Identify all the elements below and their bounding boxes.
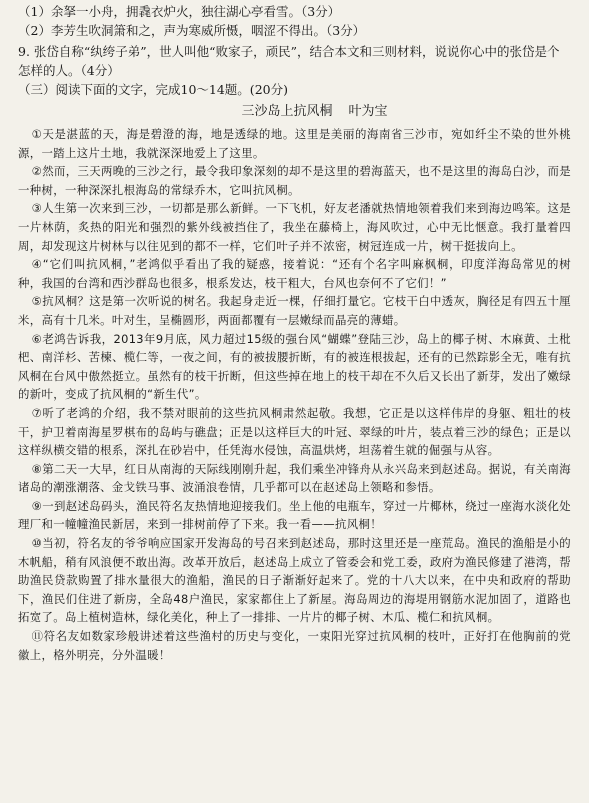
paragraph-8: ⑧第二天一大早，红日从南海的天际线刚刚升起，我们乘坐冲锋舟从永兴岛来到赵述岛。据说，有关南海诸岛的潮涨潮落、金戈铁马事、波涌浪卷情，几乎都可以在赵述岛上领略和参悟。 [18,461,571,495]
article-title: 三沙岛上抗风桐 [241,104,333,119]
paragraph-2: ②然而，三天两晚的三沙之行，最令我印象深刻的却不是这里的碧海蓝天，也不是这里的海岛白沙，而是一种树，一种深深扎根海岛的常绿乔木，它叫抗风桐。 [18,164,571,197]
paragraph-11: ⑪符名友如数家珍般讲述着这些渔村的历史与变化，一束阳光穿过抗风桐的枝叶，正好打在他胸前的党徽上，格外明亮，分外温暖！ [18,629,571,662]
section-3-heading: （三）阅读下面的文字，完成10～14题。(20分) [18,82,288,97]
question-1-translation: （1）余拏一小舟，拥毳衣炉火，独往湖心亭看雪。（3分） [18,4,341,19]
paragraph-4: ④“它们叫抗风桐，”老鸿似乎看出了我的疑惑，接着说：“还有个名字叫麻枫桐，印度洋海岛常见的树种，我国的台湾和西沙群岛也很多，根系发达，枝干粗大，台风也奈何不了它们！” [18,257,571,290]
paragraph-9: ⑨一到赵述岛码头，渔民符名友热情地迎接我们。坐上他的电瓶车，穿过一片椰林，绕过一座海水淡化处理厂和一幢幢渔民新居，来到一排树前停了下来。我一看——抗风桐！ [18,498,571,532]
paragraph-6: ⑥老鸿告诉我，2013年9月底，风力超过15级的强台风“蝴蝶”登陆三沙，岛上的椰子树、木麻黄、土枇杷、南洋杉、苦楝、榄仁等，一夜之间，有的被拔腰折断，有的被连根拔起，还有的已然踪影全无，唯有抗风桐在台风中傲然挺立。虽然有的枝干折断，但这些掉在地上的枝干却在不久后又长出了新芽，发出了嫩绿的新叶，变成了抗风桐的“新生代”。 [18,331,571,402]
article-title-row [58,102,571,122]
paragraph-3: ③人生第一次来到三沙，一切都是那么新鲜。一下飞机，好友老潘就热情地领着我们来到海边鸣笨。这是一片林荫，炙热的阳光和强烈的紫外线被挡住了，我坐在藤椅上，海风吹过，心中无比惬意。我打量着四周，却发现这片树林与以往见到的都不一样，它们叶子并不浓密，树冠连成一片，树干挺拔向上。 [18,201,571,253]
paragraph-1: ①天是湛蓝的天，海是碧澄的海，地是透绿的地。这里是美丽的海南省三沙市，宛如纤尘不染的世外桃源，一踏上这片土地，我就深深地爱上了这里。 [18,127,571,160]
article-body [18,125,571,664]
question-2-translation: （2）李芳生吹洞箫和之，声为寒威所慑，咽涩不得出。（3分） [18,23,366,38]
paragraph-5: ⑤抗风桐？这是第一次听说的树名。我起身走近一棵，仔细打量它。它枝干白中透灰，胸径足有四五十厘米，高有十几米。叶对生，呈椭圆形，两面都覆有一层嫩绿而晶亮的薄蜡。 [18,294,571,327]
paragraph-10: ⑩当初，符名友的爷爷响应国家开发海岛的号召来到赵述岛，那时这里还是一座荒岛。渔民的渔船是小的木帆船，稍有风浪便不敢出海。改革开放后，赵述岛上成立了管委会和党工委，政府为渔民修建了港湾，帮助渔民贷款购置了排水量很大的渔船，渔民的日子渐渐好起来了。党的十八大以来，在中央和政府的帮助下，渔民们住进了新房，全岛48户渔民，家家都住上了新屋。海岛周边的海堤用钢筋水泥加固了，道路也拓宽了。岛上植树造林，绿化美化，种上了一排排、一片片的椰子树、木瓜、榄仁和抗风桐。 [18,536,571,625]
paragraph-7: ⑦听了老鸿的介绍，我不禁对眼前的这些抗风桐肃然起敬。我想，它正是以这样伟岸的身躯、粗壮的枝干，护卫着南海星罗棋布的岛屿与礁盘；正是以这样巨大的叶冠、翠绿的叶片，装点着三沙的绿色；正是以这样纵横交错的根系，深扎在砂岩中，任凭海水侵蚀，高温烘烤，坦荡着生就的倔强与从容。 [18,405,571,458]
question-9: 9. 张岱自称“纨绔子弟”，世人叫他“败家子，顽民”，结合本文和三则材料，说说你心中的张岱是个怎样的人。（4分） [18,44,560,78]
article-author: 叶为宝 [348,104,388,119]
